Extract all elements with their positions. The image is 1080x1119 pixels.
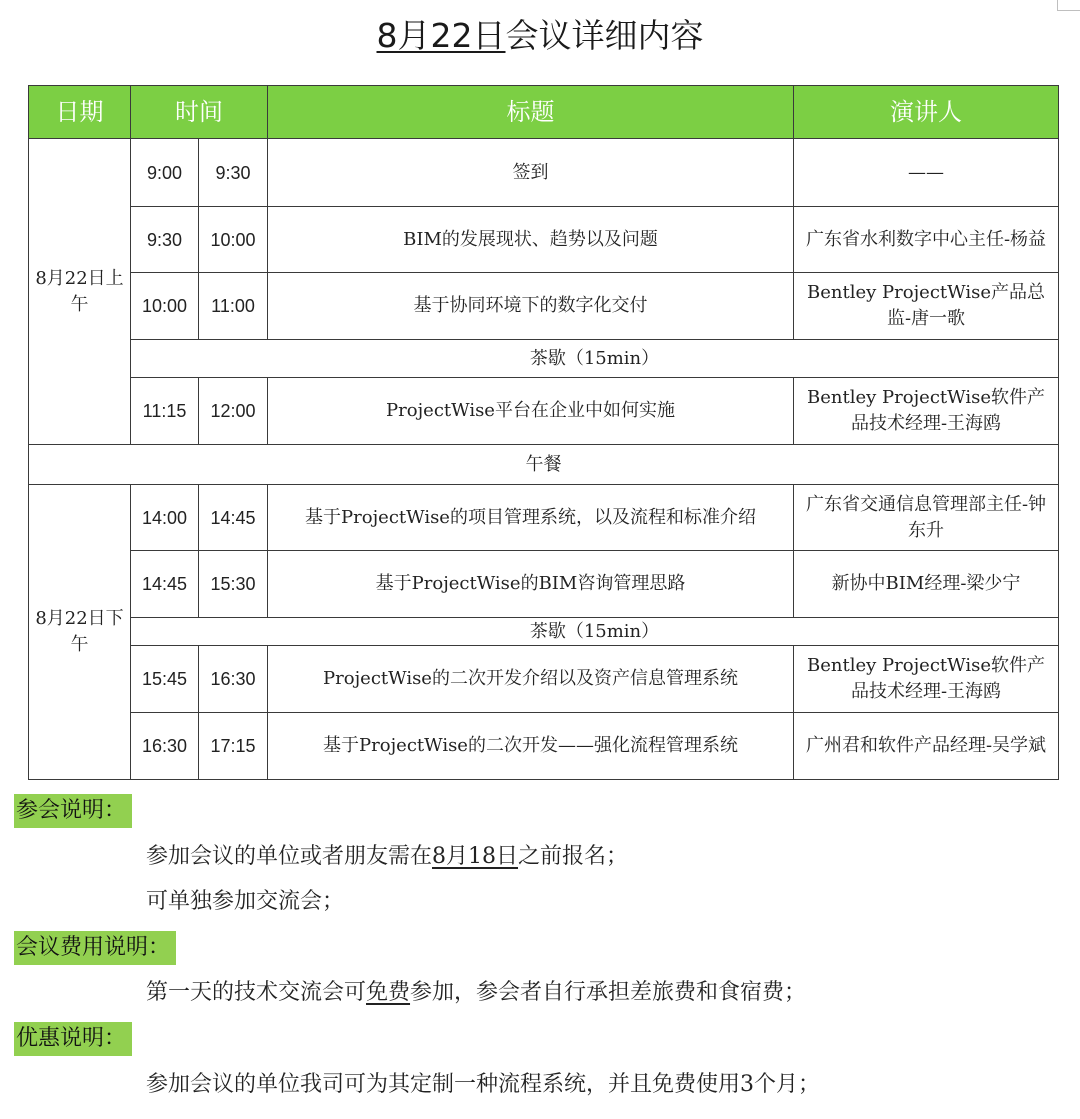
end-time: 17:15 bbox=[199, 713, 268, 780]
speaker-cell: 广州君和软件产品经理-吴学斌 bbox=[794, 713, 1059, 780]
table-row bbox=[29, 378, 1059, 445]
tea-break-cell: 茶歇（15min） bbox=[131, 618, 1059, 646]
topic-cell: 基于ProjectWise的二次开发——强化流程管理系统 bbox=[268, 713, 794, 780]
speaker-cell: 广东省水利数字中心主任-杨益 bbox=[794, 207, 1059, 273]
header-date: 日期 bbox=[29, 86, 131, 139]
table-row bbox=[29, 551, 1059, 618]
header-time: 时间 bbox=[131, 86, 268, 139]
start-time: 9:30 bbox=[131, 207, 199, 273]
speaker-cell: —— bbox=[794, 139, 1059, 207]
register-deadline: 8月18日 bbox=[432, 844, 519, 869]
topic-cell: 基于ProjectWise的项目管理系统，以及流程和标准介绍 bbox=[268, 485, 794, 551]
offer-heading: 优惠说明： bbox=[14, 1022, 132, 1056]
start-time: 16:30 bbox=[131, 713, 199, 780]
table-row bbox=[29, 139, 1059, 207]
speaker-cell: 广东省交通信息管理部主任-钟东升 bbox=[794, 485, 1059, 551]
break-row bbox=[29, 618, 1059, 646]
fee-free: 免费 bbox=[366, 980, 411, 1005]
end-time: 9:30 bbox=[199, 139, 268, 207]
start-time: 14:00 bbox=[131, 485, 199, 551]
table-header-row bbox=[29, 86, 1059, 139]
end-time: 14:45 bbox=[199, 485, 268, 551]
lunch-row bbox=[29, 445, 1059, 485]
topic-cell: ProjectWise平台在企业中如何实施 bbox=[268, 378, 794, 445]
table-row bbox=[29, 273, 1059, 340]
topic-cell: 基于ProjectWise的BIM咨询管理思路 bbox=[268, 551, 794, 618]
speaker-cell: 新协中BIM经理-梁少宁 bbox=[794, 551, 1059, 618]
header-speaker: 演讲人 bbox=[794, 86, 1059, 139]
attend-line-1-b: 之前报名； bbox=[518, 844, 629, 869]
title-date: 8月22日 bbox=[376, 16, 506, 55]
fee-line bbox=[146, 976, 806, 1010]
start-time: 15:45 bbox=[131, 646, 199, 713]
attend-heading: 参会说明： bbox=[14, 794, 132, 828]
attend-line-1-a: 参加会议的单位或者朋友需在 bbox=[146, 844, 433, 869]
end-time: 10:00 bbox=[199, 207, 268, 273]
table-row bbox=[29, 207, 1059, 273]
start-time: 10:00 bbox=[131, 273, 199, 340]
break-row bbox=[29, 340, 1059, 378]
page-corner-mark bbox=[1057, 0, 1080, 11]
start-time: 11:15 bbox=[131, 378, 199, 445]
fee-line-b: 参加，参会者自行承担差旅费和食宿费； bbox=[410, 980, 807, 1005]
table-row bbox=[29, 713, 1059, 780]
table-row bbox=[29, 485, 1059, 551]
title-text: 会议详细内容 bbox=[505, 16, 704, 55]
topic-cell: 基于协同环境下的数字化交付 bbox=[268, 273, 794, 340]
start-time: 14:45 bbox=[131, 551, 199, 618]
end-time: 15:30 bbox=[199, 551, 268, 618]
lunch-cell: 午餐 bbox=[29, 445, 1059, 485]
end-time: 11:00 bbox=[199, 273, 268, 340]
attend-line-2: 可单独参加交流会； bbox=[146, 889, 345, 914]
end-time: 16:30 bbox=[199, 646, 268, 713]
page-title bbox=[0, 12, 1080, 60]
start-time: 9:00 bbox=[131, 139, 199, 207]
morning-date-cell: 8月22日上午 bbox=[29, 139, 131, 445]
tea-break-cell: 茶歇（15min） bbox=[131, 340, 1059, 378]
end-time: 12:00 bbox=[199, 378, 268, 445]
afternoon-date-cell: 8月22日下午 bbox=[29, 485, 131, 780]
topic-cell: ProjectWise的二次开发介绍以及资产信息管理系统 bbox=[268, 646, 794, 713]
attend-line-1 bbox=[146, 840, 628, 874]
speaker-cell: Bentley ProjectWise软件产品技术经理-王海鸥 bbox=[794, 378, 1059, 445]
offer-line: 参加会议的单位我司可为其定制一种流程系统，并且免费使用3个月； bbox=[146, 1072, 820, 1097]
fee-heading: 会议费用说明： bbox=[14, 931, 176, 965]
speaker-cell: Bentley ProjectWise产品总监-唐一歌 bbox=[794, 273, 1059, 340]
table-row bbox=[29, 646, 1059, 713]
fee-line-a: 第一天的技术交流会可 bbox=[146, 980, 367, 1005]
schedule-table bbox=[28, 85, 1059, 780]
header-topic: 标题 bbox=[268, 86, 794, 139]
topic-cell: BIM的发展现状、趋势以及问题 bbox=[268, 207, 794, 273]
speaker-cell: Bentley ProjectWise软件产品技术经理-王海鸥 bbox=[794, 646, 1059, 713]
topic-cell: 签到 bbox=[268, 139, 794, 207]
